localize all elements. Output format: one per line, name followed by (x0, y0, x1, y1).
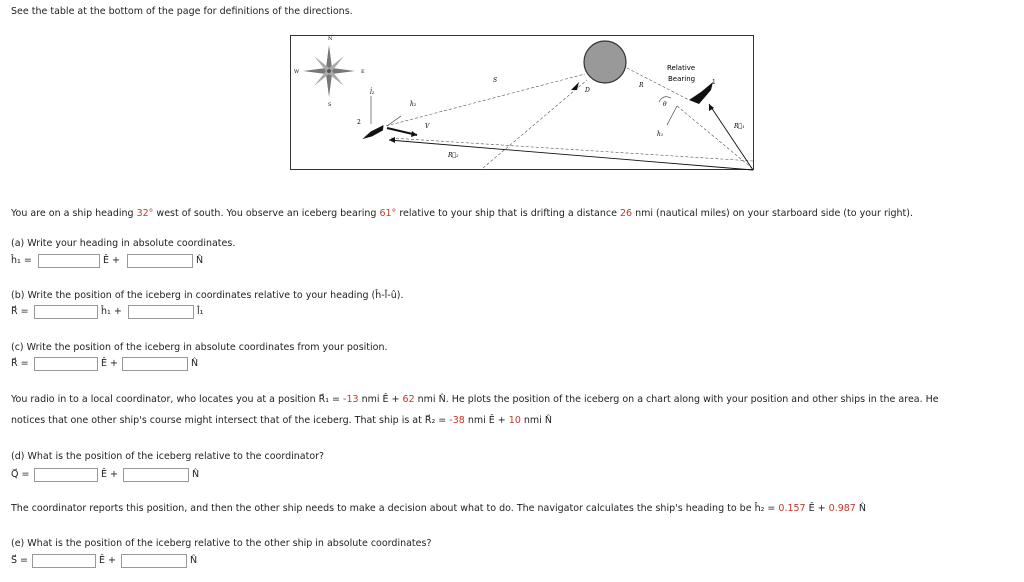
d-lhs: Q⃗ = (11, 469, 30, 480)
label-2: 2 (357, 119, 361, 126)
iceberg-circle (584, 41, 626, 83)
r2-east-value: -38 (449, 415, 465, 426)
radio-paragraph-line2: notices that one other ship's course might intersect that of the iceberg. That ship is at R⃗₂ = -38 nmi Ê + 10 nmi N̂ (11, 415, 552, 426)
compass-w-label: W (294, 69, 300, 75)
iceberg-to-ship1-line (627, 68, 689, 100)
h1-arrow (667, 106, 677, 125)
h2-north-value: 0.987 (828, 503, 856, 514)
relative-bearing-label-2: Bearing (668, 75, 696, 83)
b-h1-input[interactable] (34, 305, 98, 319)
diagram-figure (290, 35, 754, 170)
r1-east-value: -13 (343, 394, 359, 405)
b-l1-input[interactable] (128, 305, 194, 319)
a-unit2: N̂ (196, 255, 204, 266)
label-theta: θ (663, 101, 667, 108)
relative-bearing-label-1: Relative (667, 64, 696, 72)
bearing-value: 61° (379, 208, 397, 219)
label-R1: R⃗₁ (734, 123, 745, 130)
d-unit2: N̂ (192, 469, 200, 480)
label-V: V (425, 123, 430, 130)
compass-rose-icon (303, 45, 355, 97)
d-east-input[interactable] (34, 468, 98, 482)
coordinator-paragraph: The coordinator reports this position, and then the other ship needs to make a decision about what to do. The navigator calculates the ship's heading to be ĥ₂ = 0.157 Ê + 0.987 N̂ (11, 503, 866, 514)
question-c: (c) Write the position of the iceberg in absolute coordinates from your position. (11, 342, 388, 353)
R2-dashed-line (391, 138, 753, 161)
e-lhs: S⃗ = (11, 555, 29, 566)
diagram-svg (291, 36, 755, 171)
question-e: (e) What is the position of the iceberg relative to the other ship in absolute coordinates? (11, 538, 432, 549)
b-lhs: R⃗ = (11, 306, 29, 317)
r2-north-value: 10 (508, 415, 521, 426)
R1-vector (709, 104, 753, 170)
R2-vector (389, 140, 753, 170)
question-d: (d) What is the position of the iceberg relative to the coordinator? (11, 451, 325, 462)
label-l2: l̂₂ (370, 89, 375, 96)
compass-s-label: S (328, 102, 332, 108)
question-b: (b) Write the position of the iceberg in coordinates relative to your heading (ĥ-l̂-û). (11, 290, 404, 301)
label-h1: ĥ₁ (657, 131, 664, 138)
intro-text: See the table at the bottom of the page for definitions of the directions. (11, 6, 353, 17)
b-unit2: l̂₁ (197, 306, 204, 317)
e-east-input[interactable] (32, 554, 96, 568)
c-north-input[interactable] (122, 357, 188, 371)
r1-north-value: 62 (402, 394, 415, 405)
compass-e-label: E (361, 69, 365, 75)
ship1-dashed-line (677, 106, 753, 169)
d-north-input[interactable] (123, 468, 189, 482)
label-S: S (493, 77, 498, 84)
problem-statement: You are on a ship heading 32° west of south. You observe an iceberg bearing 61° relative to your ship that is drifting a distance 26 nmi (nautical miles) on your starboard side (to your right). (11, 208, 914, 219)
a-lhs: ĥ₁ = (11, 255, 32, 266)
iceberg-drift-arrow (571, 82, 579, 90)
c-unit1: Ê + (101, 358, 118, 369)
compass-n-label: N (328, 36, 333, 42)
c-east-input[interactable] (34, 357, 98, 371)
label-R2: R⃗₂ (448, 152, 459, 159)
heading-value: 32° (136, 208, 154, 219)
label-R: R (639, 82, 644, 89)
label-1: 1 (712, 79, 716, 86)
h2-arrow (387, 116, 401, 126)
b-unit1: ĥ₁ + (101, 306, 122, 317)
ship-1-icon (689, 82, 713, 104)
c-lhs: R⃗ = (11, 358, 29, 369)
d-unit1: Ê + (101, 469, 118, 480)
h2-east-value: 0.157 (778, 503, 806, 514)
a-east-input[interactable] (38, 254, 100, 268)
c-unit2: N̂ (191, 358, 199, 369)
radio-paragraph-line1: You radio in to a local coordinator, who locates you at a position R⃗₁ = -13 nmi Ê + 62 nmi N̂. He plots the position of the iceberg on a chart along with your position and other ships in the area. He (11, 394, 939, 405)
ship2-to-iceberg-line (386, 74, 585, 126)
ship-2-icon (360, 125, 385, 139)
a-unit1: Ê + (103, 255, 120, 266)
question-a: (a) Write your heading in absolute coordinates. (11, 238, 236, 249)
e-north-input[interactable] (121, 554, 187, 568)
a-north-input[interactable] (127, 254, 193, 268)
distance-value: 26 (620, 208, 633, 219)
label-h2: ĥ₂ (410, 101, 417, 108)
e-unit2: N̂ (190, 555, 198, 566)
e-unit1: Ê + (99, 555, 116, 566)
label-D: D (585, 87, 590, 94)
